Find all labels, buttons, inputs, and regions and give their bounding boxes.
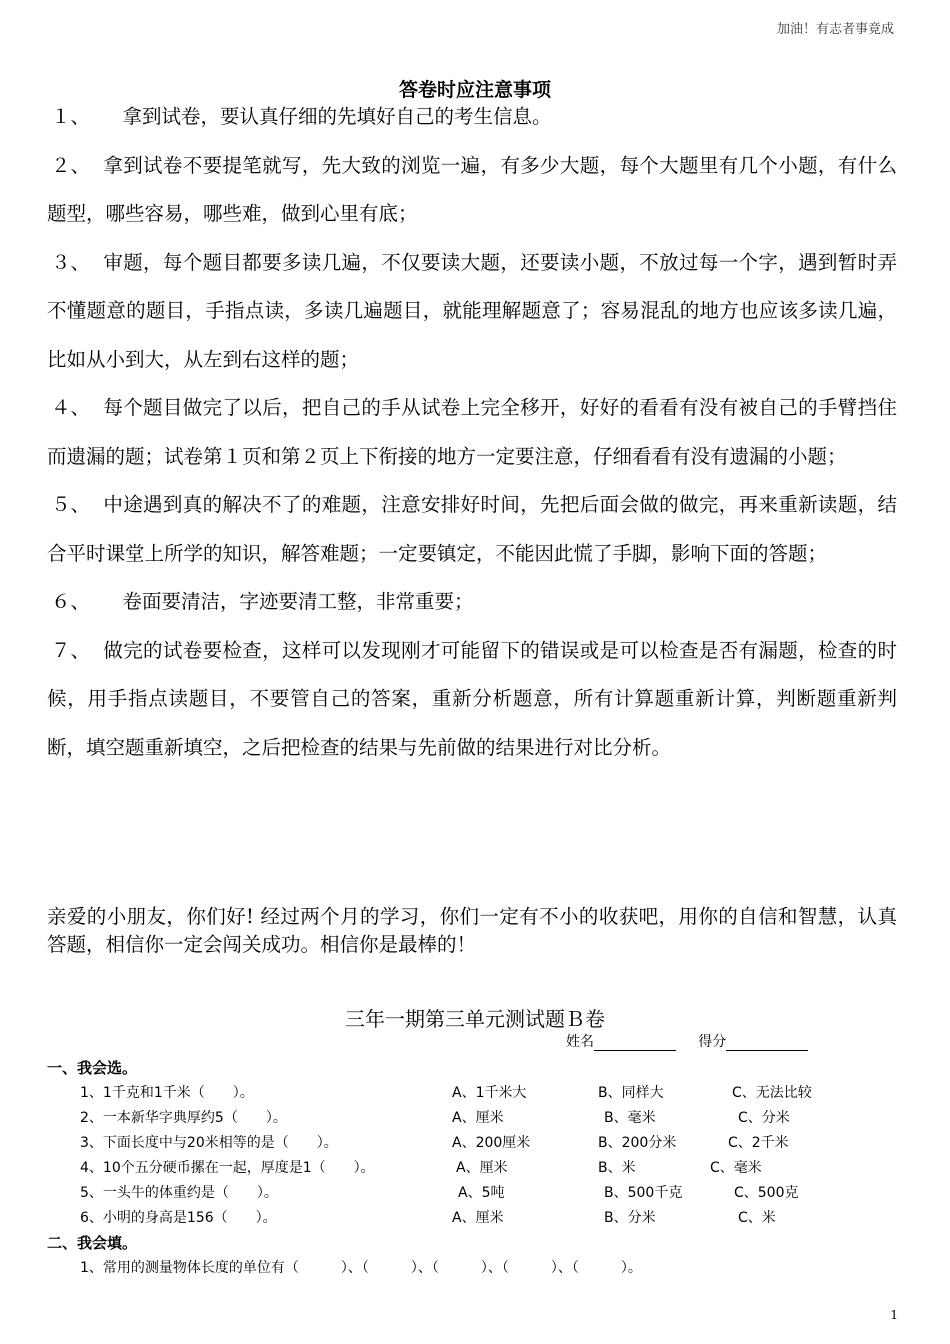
page-number: 1 bbox=[890, 1308, 898, 1322]
notice-item-text: 卷面要清洁，字迹要清工整，非常重要； bbox=[103, 590, 474, 613]
question-row bbox=[80, 1257, 860, 1277]
question-text: 5、一头牛的体重约是（ ）。 bbox=[80, 1185, 278, 1201]
notice-item bbox=[47, 481, 897, 578]
question-text: 3、下面长度中与20米相等的是（ ）。 bbox=[80, 1135, 338, 1151]
question-row bbox=[80, 1132, 860, 1152]
notice-item bbox=[47, 578, 897, 627]
option-a[interactable]: A、5吨 bbox=[458, 1185, 505, 1201]
option-a[interactable]: A、200厘米 bbox=[452, 1135, 531, 1151]
question-text: 6、小明的身高是156（ ）。 bbox=[80, 1210, 277, 1226]
notice-item-text: 拿到试卷，要认真仔细的先填好自己的考生信息。 bbox=[103, 105, 552, 128]
greeting-paragraph: 亲爱的小朋友，你们好! 经过两个月的学习，你们一定有不小的收获吧，用你的自信和智慧，认真答题，相信你一定会闯关成功。相信你是最棒的！ bbox=[47, 905, 897, 956]
option-a[interactable]: A、厘米 bbox=[452, 1210, 504, 1226]
exam-title: 三年一期第三单元测试题Ｂ卷 bbox=[345, 1007, 605, 1031]
option-b[interactable]: B、米 bbox=[598, 1160, 636, 1176]
notice-title: 答卷时应注意事项 bbox=[398, 79, 551, 101]
notice-item bbox=[47, 93, 897, 142]
notice-item-number: ７、 bbox=[51, 638, 91, 662]
notice-item bbox=[47, 239, 897, 385]
notice-item-number: ６、 bbox=[51, 590, 91, 613]
notice-item-number: ２、 bbox=[51, 153, 91, 177]
question-text: 1、常用的测量物体长度的单位有（ ）、（ ）、（ ）、（ ）、（ ）。 bbox=[80, 1260, 642, 1276]
name-blank[interactable] bbox=[594, 1036, 676, 1051]
notice-item-text: 做完的试卷要检查，这样可以发现刚才可能留下的错误或是可以检查是否有漏题，检查的时候，用手指点读题目，不要管自己的答案，重新分析题意，所有计算题重新计算，判断题重新判断，填空题重新填空，之后把检查的结果与先前做的结果进行对比分析。 bbox=[47, 638, 897, 759]
notice-item-text: 审题，每个题目都要多读几遍，不仅要读大题，还要读小题，不放过每一个字，遇到暂时弄不懂题意的题目，手指点读，多读几遍题目，就能理解题意了；容易混乱的地方也应该多读几遍，比如从小到大，从左到右这样的题； bbox=[47, 250, 897, 371]
notice-item-number: １、 bbox=[51, 105, 91, 128]
score-label: 得分 bbox=[698, 1034, 727, 1050]
section-heading: 一、我会选。 bbox=[47, 1059, 138, 1077]
notice-item bbox=[47, 142, 897, 239]
notice-item-number: ５、 bbox=[51, 493, 91, 516]
option-c[interactable]: C、分米 bbox=[738, 1110, 790, 1126]
notice-item-text: 中途遇到真的解决不了的难题，注意安排好时间，先把后面会做的做完，再来重新读题，结合平时课堂上所学的知识，解答难题；一定要镇定，不能因此慌了手脚，影响下面的答题； bbox=[47, 493, 897, 565]
option-c[interactable]: C、毫米 bbox=[710, 1160, 762, 1176]
notice-item-number: ４、 bbox=[51, 396, 91, 419]
question-text: 2、一本新华字典厚约5（ ）。 bbox=[80, 1110, 287, 1126]
notice-item bbox=[47, 384, 897, 481]
option-b[interactable]: B、毫米 bbox=[604, 1110, 656, 1126]
option-c[interactable]: C、米 bbox=[738, 1210, 776, 1226]
notice-item-number: ３、 bbox=[51, 250, 91, 274]
option-b[interactable]: B、分米 bbox=[604, 1210, 656, 1226]
name-label: 姓名 bbox=[566, 1034, 594, 1050]
option-b[interactable]: B、500千克 bbox=[604, 1185, 683, 1201]
option-c[interactable]: C、无法比较 bbox=[732, 1085, 812, 1101]
header-motto: 加油！有志者事竟成 bbox=[776, 22, 894, 37]
question-row bbox=[80, 1207, 860, 1227]
notice-list bbox=[47, 93, 897, 772]
notice-item-text: 拿到试卷不要提笔就写，先大致的浏览一遍，有多少大题，每个大题里有几个小题，有什么题型，哪些容易，哪些难，做到心里有底； bbox=[47, 153, 897, 225]
question-row bbox=[80, 1182, 860, 1202]
option-a[interactable]: A、厘米 bbox=[452, 1110, 504, 1126]
option-c[interactable]: C、2千米 bbox=[728, 1135, 789, 1151]
name-score-line bbox=[566, 1031, 808, 1051]
question-text: 1、1千克和1千米（ ）。 bbox=[80, 1085, 254, 1101]
question-text: 4、10个五分硬币摞在一起，厚度是1（ ）。 bbox=[80, 1160, 375, 1176]
option-b[interactable]: B、200分米 bbox=[598, 1135, 677, 1151]
score-blank[interactable] bbox=[726, 1036, 808, 1051]
question-row bbox=[80, 1107, 860, 1127]
section-heading: 二、我会填。 bbox=[47, 1234, 138, 1252]
option-b[interactable]: B、同样大 bbox=[598, 1085, 664, 1101]
notice-item-text: 每个题目做完了以后，把自己的手从试卷上完全移开，好好的看看有没有被自己的手臂挡住而遗漏的题；试卷第１页和第２页上下衔接的地方一定要注意，仔细看看有没有遗漏的小题； bbox=[47, 396, 897, 468]
option-a[interactable]: A、1千米大 bbox=[452, 1085, 527, 1101]
option-c[interactable]: C、500克 bbox=[734, 1185, 799, 1201]
option-a[interactable]: A、厘米 bbox=[456, 1160, 508, 1176]
question-row bbox=[80, 1157, 860, 1177]
notice-item bbox=[47, 627, 897, 773]
question-row bbox=[80, 1082, 860, 1102]
